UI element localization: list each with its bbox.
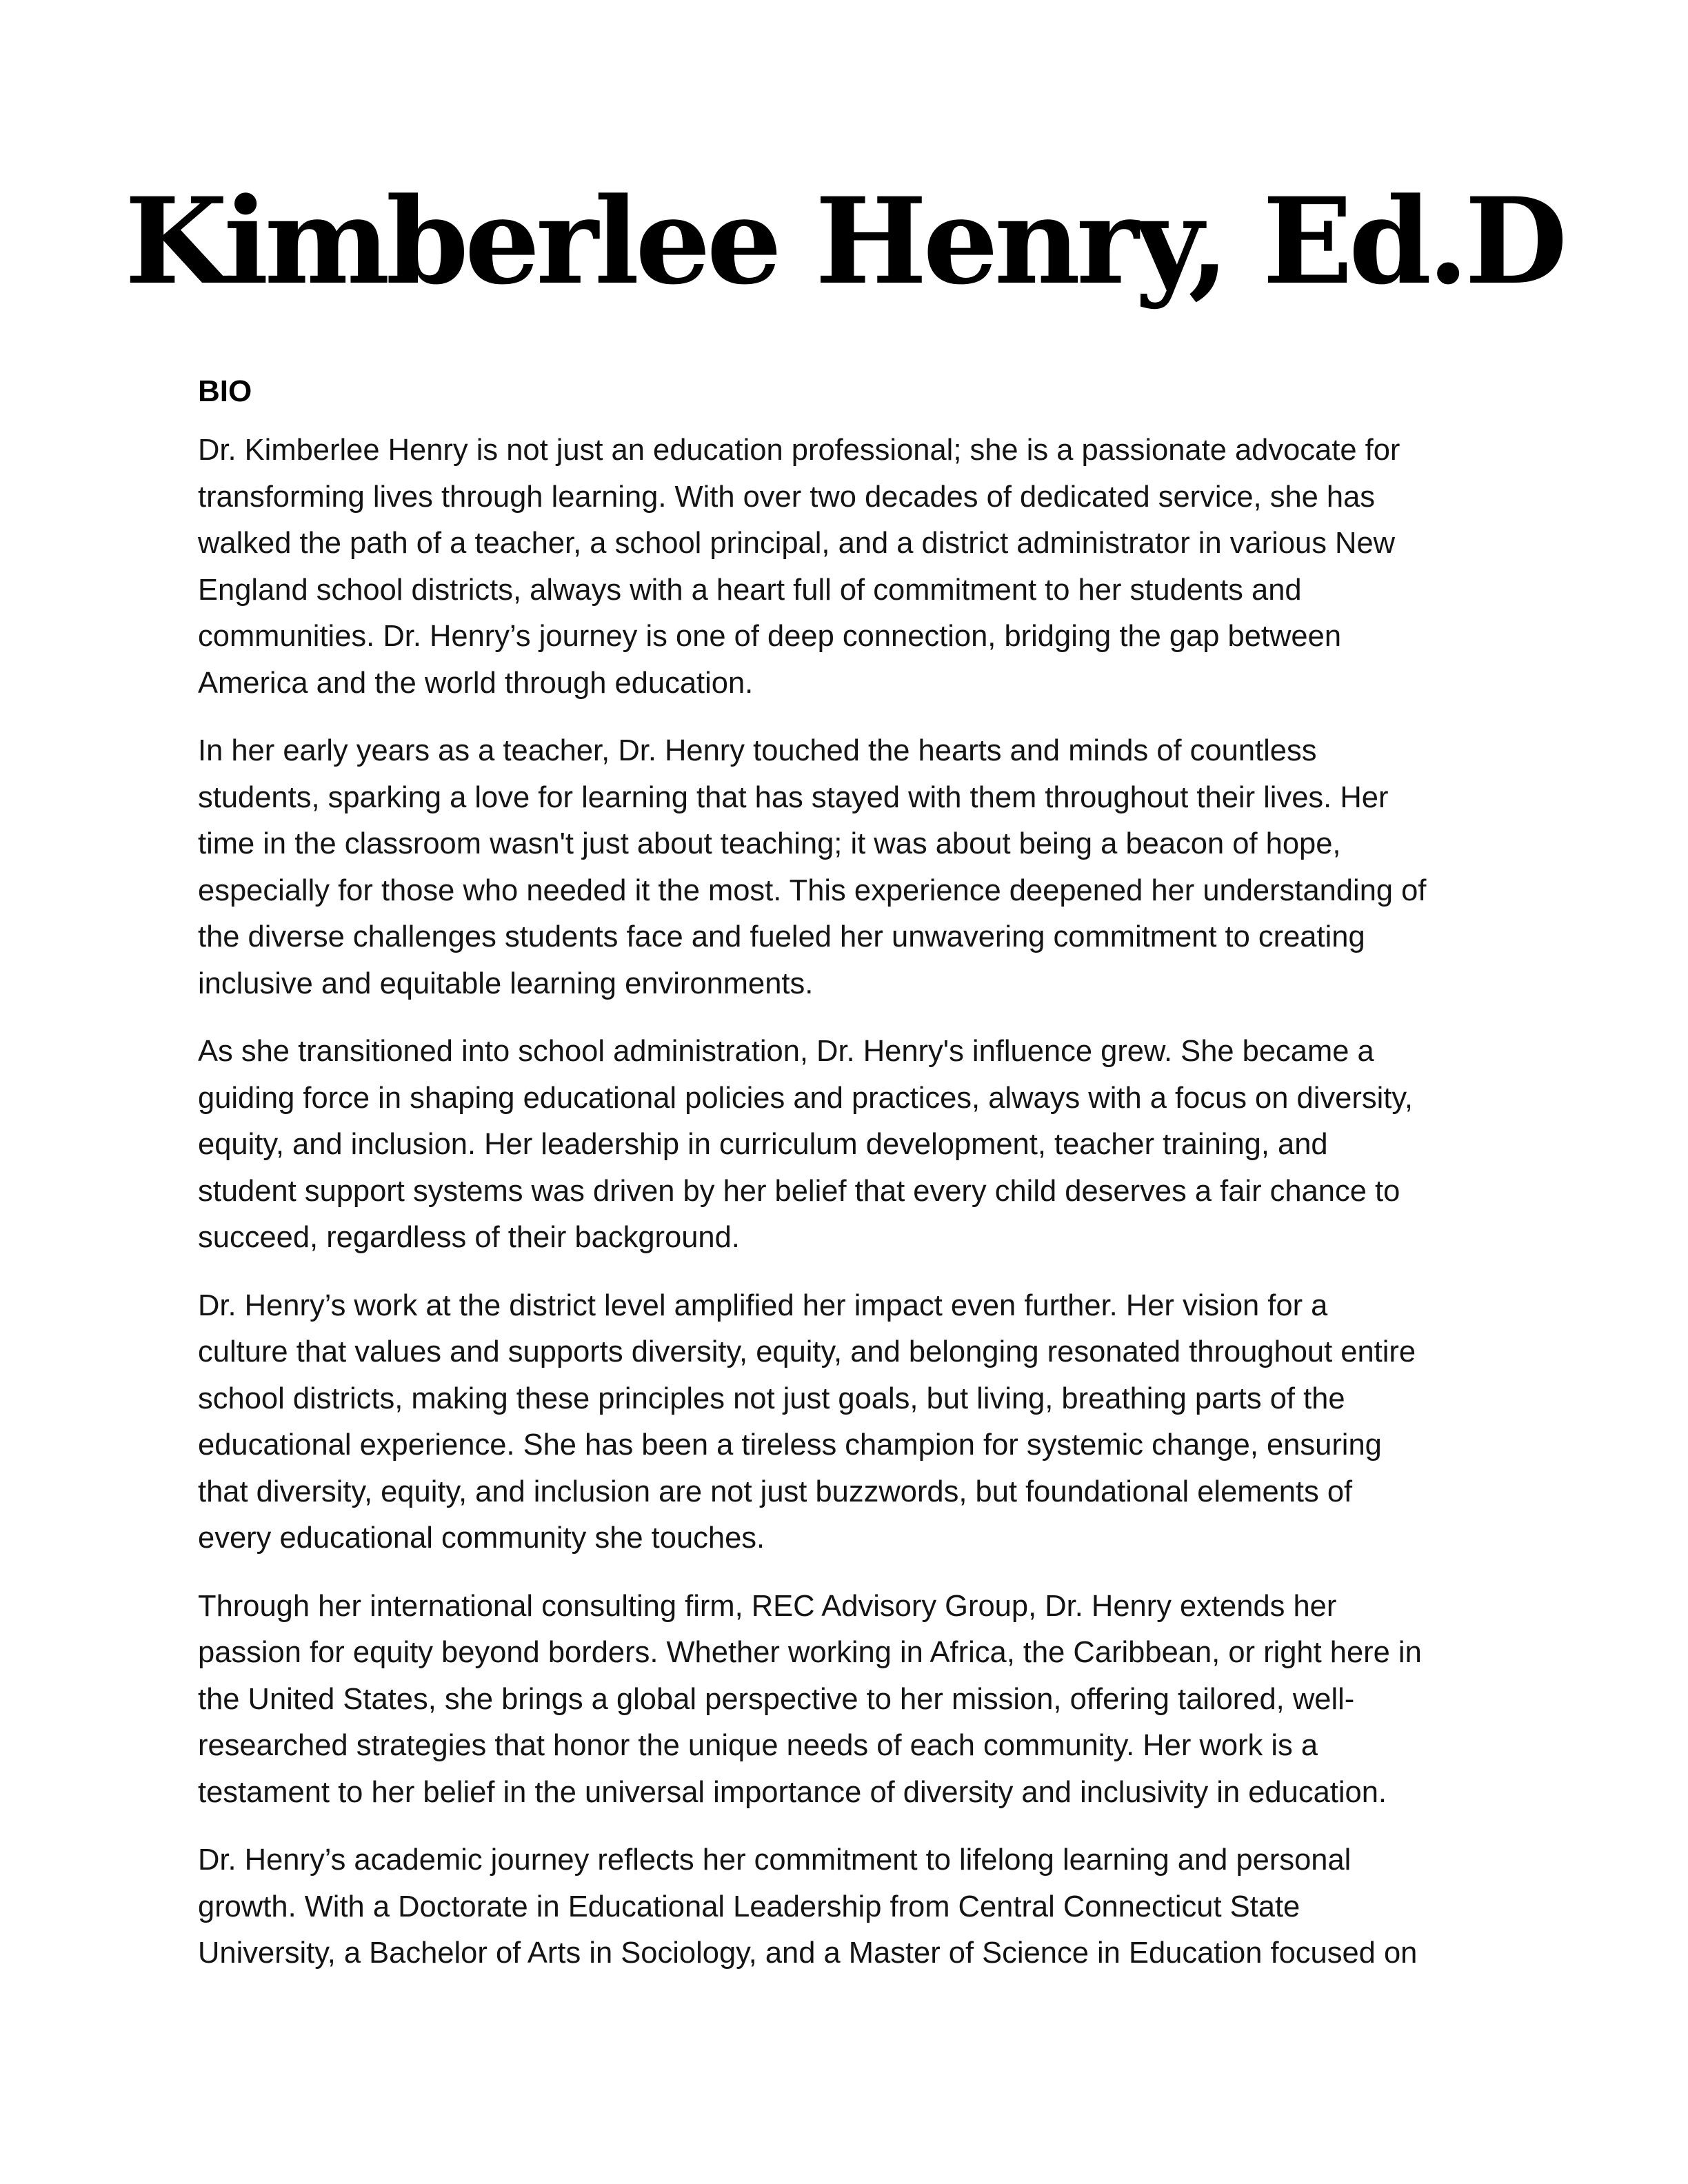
bio-paragraph-2: In her early years as a teacher, Dr. Henry touched the hearts and minds of countless students, sparking a love for learning that has stayed with them throughout their lives. Her time in the classroom wasn't just about teaching; it was about being a beacon of hope, especially for those who needed it the most. This experience deepened her understanding of the diverse challenges students face and fueled her unwavering commitment to creating inclusive and equitable learning environments.: [198, 734, 1427, 1000]
bio-paragraph-5: Through her international consulting firm, REC Advisory Group, Dr. Henry extends her passion for equity beyond borders. Whether working in Africa, the Caribbean, or right here in the United States, she brings a global perspective to her mission, offering tailored, well- researched strategies that honor the unique needs of each community. Her work is a testament to her belief in the universal importance of diversity and inclusivity in education.: [198, 1589, 1422, 1809]
bio-section: [198, 371, 1508, 1999]
bio-paragraph-4: Dr. Henry’s work at the district level amplified her impact even further. Her vision for a culture that values and supports diversity, equity, and belonging resonated throughout entire school districts, making these principles not just goals, but living, breathing parts of the educational experience. She has been a tireless champion for systemic change, ensuring that diversity, equity, and inclusion are not just buzzwords, but foundational elements of every educational community she touches.: [198, 1288, 1416, 1555]
section-heading-bio: BIO: [198, 374, 252, 408]
document-title: Kimberlee Henry, Ed.D: [124, 171, 1564, 311]
bio-paragraph-1: Dr. Kimberlee Henry is not just an education professional; she is a passionate advocate for transforming lives through learning. With over two decades of dedicated service, she has walked the path of a teacher, a school principal, and a district administrator in various New England school districts, always with a heart full of commitment to her students and communities. Dr. Henry’s journey is one of deep connection, bridging the gap between America and the world through education.: [198, 434, 1400, 700]
bio-paragraph-3: As she transitioned into school administration, Dr. Henry's influence grew. She became a guiding force in shaping educational policies and practices, always with a focus on diversity, equity, and inclusion. Her leadership in curriculum development, teacher training, and student support systems was driven by her belief that every child deserves a fair chance to succeed, regardless of their background.: [198, 1035, 1413, 1254]
bio-paragraph-6: Dr. Henry’s academic journey reflects her commitment to lifelong learning and personal growth. With a Doctorate in Educational Leadership from Central Connecticut State University, a Bachelor of Arts in Sociology, and a Master of Science in Education focused on: [198, 1843, 1418, 1970]
